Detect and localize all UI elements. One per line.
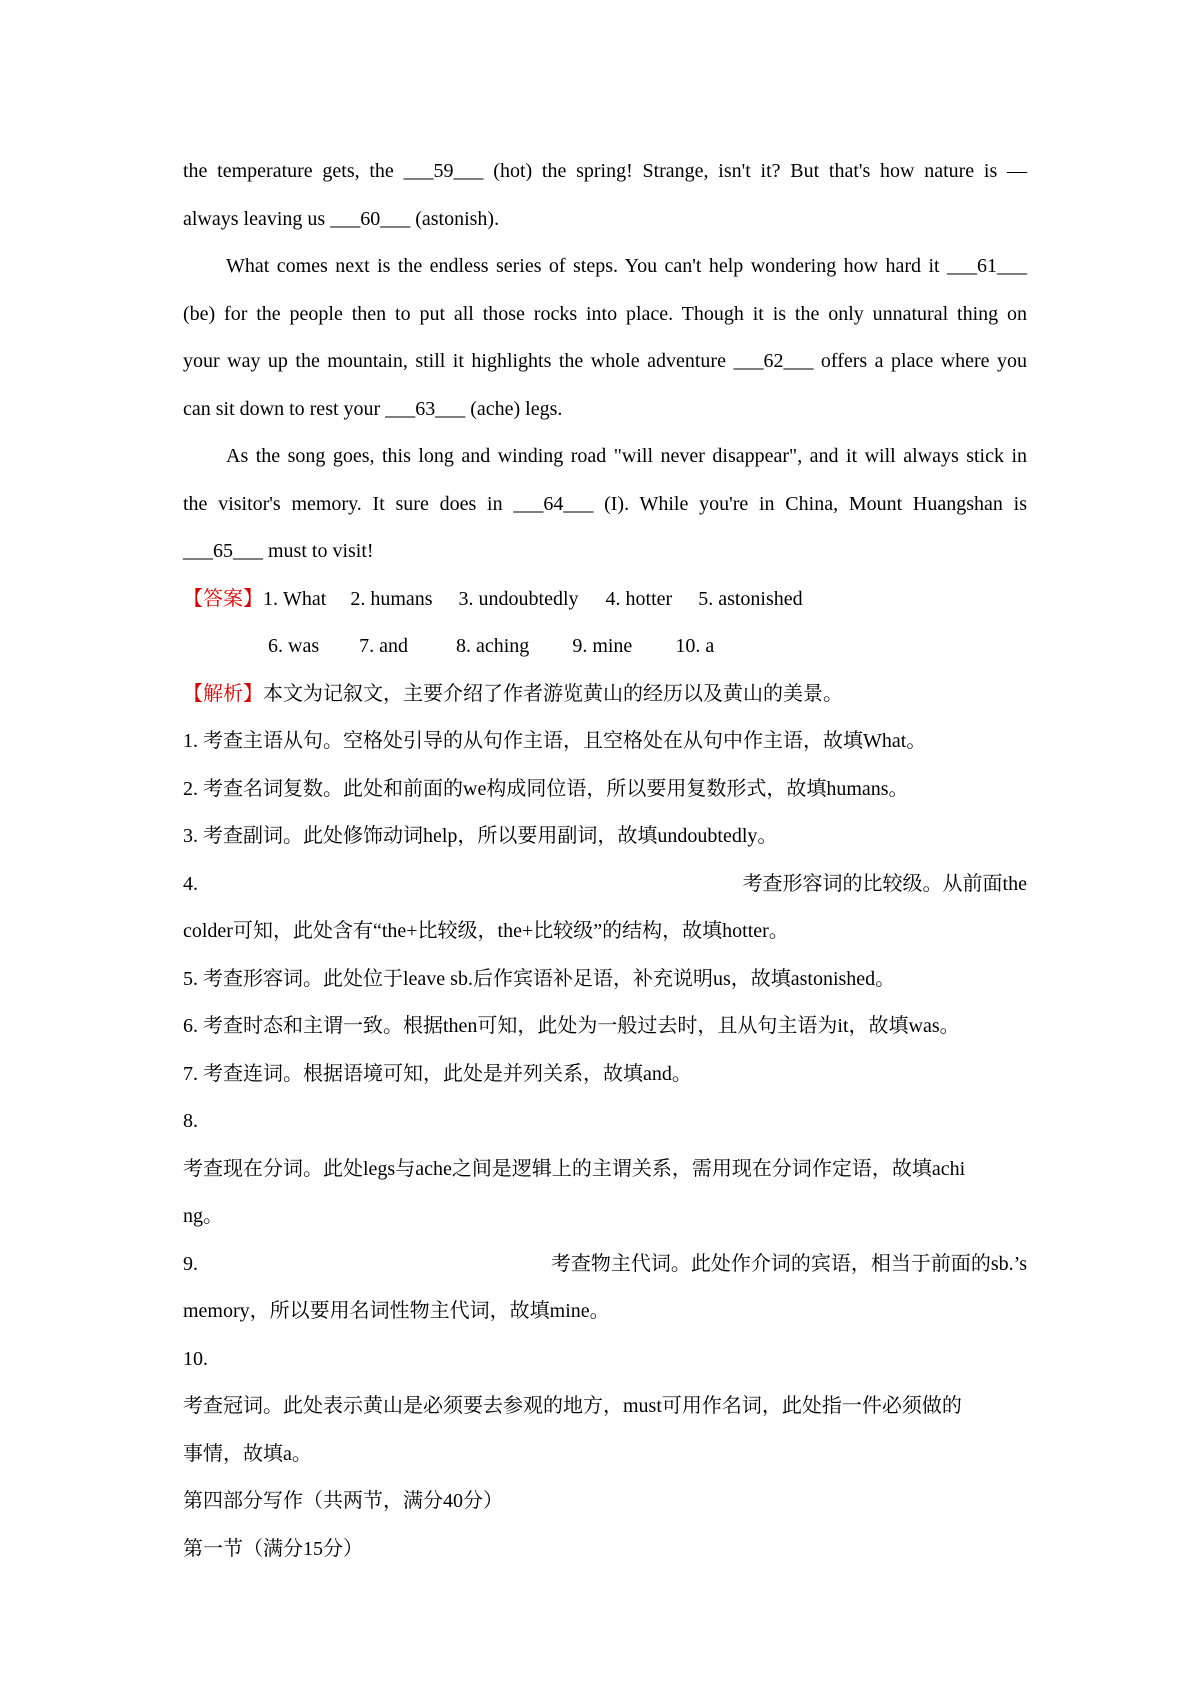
passage-line-9: ___65___ must to visit! <box>183 540 374 562</box>
analysis-item-3: 3. 考查副词。此处修饰动词help，所以要用副词，故填undoubtedly。 <box>183 825 778 847</box>
analysis-item-number: 4. <box>183 872 198 895</box>
answer-item: 3. undoubtedly <box>458 587 579 610</box>
analysis-item-4-cont: colder可知，此处含有“the+比较级，the+比较级”的结构，故填hotter。 <box>183 920 789 942</box>
passage-line-3: What comes next is the endless series of steps. You can't help wondering how hard it ___61___ <box>226 255 1027 277</box>
passage-line-8: the visitor's memory. It sure does in ___64___ (I). While you're in China, Mount Huangshan is <box>183 492 1027 515</box>
section-heading-section1: 第一节（满分15分） <box>183 1537 363 1560</box>
analysis-item-8-number: 8. <box>183 1110 198 1132</box>
passage-line-6: can sit down to rest your ___63___ (ache) legs. <box>183 397 563 420</box>
analysis-intro <box>183 671 1027 719</box>
analysis-item-10-cont: 事情，故填a。 <box>183 1442 312 1465</box>
analysis-item-6: 6. 考查时态和主谓一致。根据then可知，此处为一般过去时，且从句主语为it，故填was。 <box>183 1015 960 1037</box>
analysis-intro-text: 本文为记叙文，主要介绍了作者游览黄山的经历以及黄山的美景。 <box>263 682 843 705</box>
analysis-item-8: 考查现在分词。此处legs与ache之间是逻辑上的主谓关系，需用现在分词作定语，故填achi <box>183 1157 966 1180</box>
passage-line-5: your way up the mountain, still it highlights the whole adventure ___62___ offers a place where you <box>183 350 1027 372</box>
answer-item: 10. a <box>675 635 715 657</box>
answer-item: 1. What <box>263 587 327 610</box>
section-heading-part4: 第四部分写作（共两节，满分40分） <box>183 1490 503 1512</box>
answer-item: 7. and <box>359 635 408 657</box>
answer-row-2 <box>183 623 1027 671</box>
passage-line-2: always leaving us ___60___ (astonish). <box>183 207 500 230</box>
analysis-item-1: 1. 考查主语从句。空格处引导的从句作主语，且空格处在从句中作主语，故填What。 <box>183 730 927 752</box>
analysis-item-10-number: 10. <box>183 1347 208 1370</box>
answer-item: 5. astonished <box>698 587 803 610</box>
answer-item: 9. mine <box>572 635 633 657</box>
answer-item: 4. hotter <box>605 587 673 610</box>
analysis-item-7: 7. 考查连词。根据语境可知，此处是并列关系，故填and。 <box>183 1062 692 1085</box>
analysis-item-8-cont: ng。 <box>183 1205 223 1227</box>
document-page <box>183 148 1027 1573</box>
passage-line-7: As the song goes, this long and winding road "will never disappear", and it will always stick in <box>226 445 1027 467</box>
analysis-item-9 <box>183 1241 1027 1289</box>
analysis-item-4 <box>183 861 1027 909</box>
analysis-item-9-cont: memory，所以要用名词性物主代词，故填mine。 <box>183 1300 610 1322</box>
analysis-item-number: 9. <box>183 1252 198 1275</box>
answer-tag: 【答案】 <box>183 587 263 610</box>
answer-item: 2. humans <box>350 587 433 610</box>
analysis-item-10: 考查冠词。此处表示黄山是必须要去参观的地方，must可用作名词，此处指一件必须做的 <box>183 1395 962 1417</box>
analysis-item-text: 考查形容词的比较级。从前面the <box>742 872 1027 895</box>
answer-row-1 <box>183 576 1027 624</box>
passage-line-4: (be) for the people then to put all those rocks into place. Though it is the only unnatural thing on <box>183 302 1027 325</box>
passage-line-1: the temperature gets, the ___59___ (hot) the spring! Strange, isn't it? But that's how nature is — <box>183 160 1027 182</box>
answer-item: 6. was <box>268 635 320 657</box>
analysis-item-text: 考查物主代词。此处作介词的宾语，相当于前面的sb.’s <box>550 1252 1027 1275</box>
analysis-item-2: 2. 考查名词复数。此处和前面的we构成同位语，所以要用复数形式，故填humans。 <box>183 777 909 800</box>
answer-item: 8. aching <box>456 635 530 657</box>
analysis-item-5: 5. 考查形容词。此处位于leave sb.后作宾语补足语，补充说明us，故填astonished。 <box>183 967 896 990</box>
analysis-tag: 【解析】 <box>183 682 263 705</box>
